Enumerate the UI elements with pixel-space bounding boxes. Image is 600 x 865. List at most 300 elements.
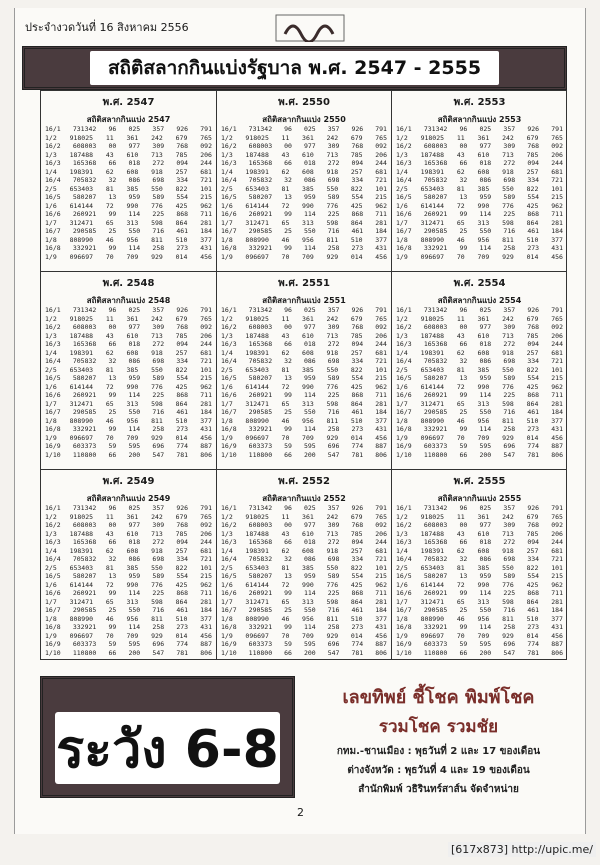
result-row bbox=[396, 572, 563, 581]
result-value: 13 bbox=[284, 193, 292, 201]
result-value: 242 bbox=[151, 133, 163, 142]
result-value: 96 bbox=[108, 125, 117, 133]
result-value: 257 bbox=[526, 167, 539, 176]
result-value: 025 bbox=[303, 504, 316, 512]
result-value: 959 bbox=[303, 374, 316, 382]
result-value: 309 bbox=[503, 323, 516, 331]
result-value: 2/5 bbox=[221, 365, 233, 374]
result-value: 334 bbox=[176, 357, 189, 365]
result-value: 16/2 bbox=[396, 323, 412, 331]
result-value: 709 bbox=[477, 433, 490, 442]
result-value: 43 bbox=[456, 529, 465, 538]
result-value: 014 bbox=[526, 631, 539, 640]
result-value: 66 bbox=[459, 648, 468, 657]
result-value: 598 bbox=[326, 597, 339, 606]
panel-subtitle: สถิติสลากกินแบ่ง 2552 bbox=[262, 494, 346, 503]
result-value: 808990 bbox=[245, 614, 269, 623]
result-value: 096697 bbox=[69, 252, 94, 261]
result-value: 290585 bbox=[72, 606, 97, 614]
result-row bbox=[396, 374, 563, 383]
result-value: 290585 bbox=[248, 408, 273, 416]
result-value: 711 bbox=[200, 210, 212, 218]
result-value: 1/8 bbox=[45, 416, 57, 425]
result-value: 554 bbox=[351, 374, 364, 382]
result-row bbox=[396, 349, 563, 358]
result-value: 608003 bbox=[248, 142, 273, 150]
result-value: 595 bbox=[303, 640, 316, 648]
result-value: 721 bbox=[200, 555, 212, 563]
result-row bbox=[221, 425, 387, 434]
result-value: 926 bbox=[527, 504, 540, 512]
result-value: 1/8 bbox=[221, 614, 233, 623]
result-row bbox=[45, 323, 212, 332]
result-value: 791 bbox=[200, 504, 212, 512]
result-value: 431 bbox=[551, 425, 563, 433]
result-value: 918 bbox=[502, 546, 514, 555]
result-value: 608 bbox=[126, 546, 139, 555]
result-value: 2/5 bbox=[396, 184, 408, 193]
result-value: 1/6 bbox=[396, 580, 408, 589]
result-row bbox=[45, 236, 212, 245]
result-value: 956 bbox=[126, 235, 139, 244]
result-value: 614144 bbox=[245, 201, 269, 210]
result-value: 16/4 bbox=[45, 555, 61, 563]
result-value: 716 bbox=[327, 606, 340, 614]
result-value: 187488 bbox=[69, 331, 94, 340]
result-value: 258 bbox=[503, 425, 516, 433]
result-value: 377 bbox=[200, 614, 212, 623]
result-value: 260921 bbox=[248, 210, 273, 218]
result-value: 81 bbox=[456, 184, 465, 193]
result-value: 312471 bbox=[69, 399, 94, 408]
result-value: 431 bbox=[200, 244, 212, 252]
result-list bbox=[221, 306, 387, 465]
result-value: 184 bbox=[200, 606, 212, 614]
result-value: 13 bbox=[459, 374, 468, 382]
result-value: 258 bbox=[503, 623, 516, 631]
result-value: 11 bbox=[281, 133, 290, 142]
result-value: 16/2 bbox=[45, 142, 61, 150]
result-row bbox=[396, 306, 563, 315]
result-value: 66 bbox=[459, 159, 468, 167]
result-value: 225 bbox=[503, 391, 516, 399]
result-value: 456 bbox=[200, 433, 212, 442]
result-value: 242 bbox=[151, 512, 163, 521]
result-value: 959 bbox=[128, 374, 141, 382]
result-value: 16/7 bbox=[45, 408, 61, 416]
result-value: 554 bbox=[351, 193, 364, 201]
result-value: 332921 bbox=[423, 244, 448, 252]
result-value: 811 bbox=[151, 416, 163, 425]
result-value: 1/2 bbox=[221, 314, 233, 323]
publication-logo bbox=[275, 14, 345, 42]
result-row bbox=[396, 236, 563, 245]
result-value: 768 bbox=[351, 521, 364, 529]
result-value: 822 bbox=[175, 563, 188, 572]
result-value: 711 bbox=[551, 589, 563, 597]
result-row bbox=[221, 306, 387, 315]
result-value: 32 bbox=[108, 555, 117, 563]
result-value: 281 bbox=[200, 597, 212, 606]
result-value: 713 bbox=[326, 150, 339, 159]
result-row bbox=[221, 159, 387, 168]
result-list bbox=[396, 125, 563, 266]
result-value: 868 bbox=[351, 589, 364, 597]
result-value: 257 bbox=[175, 167, 188, 176]
result-value: 81 bbox=[105, 184, 114, 193]
issue-date: ประจำงวดวันที่ 16 สิงหาคม 2556 bbox=[25, 21, 189, 34]
result-value: 114 bbox=[303, 210, 316, 218]
result-value: 721 bbox=[375, 357, 387, 365]
result-value: 244 bbox=[200, 159, 212, 167]
result-value: 716 bbox=[152, 408, 165, 416]
result-value: 822 bbox=[175, 184, 188, 193]
result-row bbox=[45, 425, 212, 434]
result-value: 272 bbox=[152, 538, 165, 546]
result-value: 550 bbox=[502, 563, 514, 572]
result-row bbox=[396, 632, 563, 641]
result-value: 198391 bbox=[420, 348, 445, 357]
result-row bbox=[45, 253, 212, 262]
result-value: 554 bbox=[527, 572, 540, 580]
result-value: 99 bbox=[108, 244, 117, 252]
result-value: 16/7 bbox=[396, 227, 412, 235]
result-value: 096697 bbox=[69, 631, 94, 640]
result-value: 918 bbox=[151, 348, 163, 357]
page-number: 2 bbox=[297, 806, 304, 819]
result-value: 086 bbox=[303, 357, 316, 365]
result-value: 110800 bbox=[248, 648, 273, 657]
result-value: 99 bbox=[284, 244, 292, 252]
result-value: 2/5 bbox=[221, 184, 233, 193]
result-value: 653403 bbox=[245, 184, 269, 193]
result-value: 184 bbox=[200, 408, 212, 416]
result-value: 260921 bbox=[423, 210, 448, 218]
result-value: 206 bbox=[200, 331, 212, 340]
result-value: 864 bbox=[526, 218, 539, 227]
result-value: 99 bbox=[108, 425, 117, 433]
result-value: 32 bbox=[284, 357, 292, 365]
result-value: 206 bbox=[551, 150, 563, 159]
result-row bbox=[221, 530, 387, 539]
result-value: 589 bbox=[503, 572, 516, 580]
year-panel bbox=[392, 272, 567, 469]
result-row bbox=[45, 400, 212, 409]
result-value: 959 bbox=[303, 572, 316, 580]
result-value: 456 bbox=[375, 631, 387, 640]
result-row bbox=[396, 530, 563, 539]
result-value: 198391 bbox=[245, 348, 269, 357]
result-value: 864 bbox=[175, 218, 188, 227]
result-value: 2/5 bbox=[45, 365, 57, 374]
result-value: 808990 bbox=[420, 416, 445, 425]
result-value: 608 bbox=[126, 167, 139, 176]
result-value: 273 bbox=[351, 425, 364, 433]
result-row bbox=[396, 357, 563, 366]
result-value: 696 bbox=[327, 442, 340, 450]
result-value: 1/4 bbox=[45, 546, 57, 555]
result-value: 653403 bbox=[69, 563, 94, 572]
result-value: 716 bbox=[503, 408, 516, 416]
result-value: 806 bbox=[551, 648, 563, 657]
result-value: 357 bbox=[503, 504, 516, 512]
result-value: 1/9 bbox=[221, 252, 233, 261]
result-value: 776 bbox=[326, 382, 339, 391]
result-value: 589 bbox=[327, 374, 340, 382]
result-list bbox=[221, 504, 387, 657]
result-value: 595 bbox=[303, 442, 316, 450]
result-value: 086 bbox=[479, 555, 492, 563]
result-value: 608 bbox=[477, 546, 490, 555]
result-value: 550 bbox=[326, 563, 339, 572]
result-value: 272 bbox=[327, 340, 340, 348]
result-value: 16/6 bbox=[45, 589, 61, 597]
result-value: 608003 bbox=[423, 142, 448, 150]
result-value: 65 bbox=[281, 597, 290, 606]
result-value: 768 bbox=[527, 142, 540, 150]
result-value: 822 bbox=[175, 365, 188, 374]
result-value: 610 bbox=[302, 150, 314, 159]
result-value: 929 bbox=[326, 252, 339, 261]
result-value: 589 bbox=[503, 193, 516, 201]
result-value: 094 bbox=[176, 340, 189, 348]
result-row bbox=[221, 649, 387, 658]
result-value: 16/7 bbox=[221, 408, 237, 416]
result-value: 200 bbox=[479, 450, 492, 459]
result-value: 309 bbox=[503, 142, 516, 150]
result-value: 550 bbox=[479, 227, 492, 235]
result-row bbox=[396, 606, 563, 615]
result-value: 547 bbox=[327, 648, 340, 657]
result-value: 713 bbox=[326, 331, 339, 340]
result-value: 65 bbox=[456, 218, 465, 227]
result-value: 014 bbox=[526, 252, 539, 261]
result-value: 198391 bbox=[69, 167, 94, 176]
result-value: 926 bbox=[527, 306, 540, 314]
result-value: 13 bbox=[284, 374, 292, 382]
result-value: 114 bbox=[303, 391, 316, 399]
result-value: 425 bbox=[526, 382, 539, 391]
result-value: 086 bbox=[128, 176, 141, 184]
result-value: 225 bbox=[503, 210, 516, 218]
result-row bbox=[45, 530, 212, 539]
result-value: 811 bbox=[502, 416, 514, 425]
result-value: 273 bbox=[527, 623, 540, 631]
result-row bbox=[45, 244, 212, 253]
result-value: 959 bbox=[128, 193, 141, 201]
panel-year: พ.ศ. 2555 bbox=[453, 476, 506, 487]
result-value: 281 bbox=[375, 399, 387, 408]
result-value: 822 bbox=[526, 563, 539, 572]
result-value: 281 bbox=[375, 218, 387, 227]
result-value: 598 bbox=[502, 399, 514, 408]
result-value: 887 bbox=[551, 442, 563, 450]
result-value: 791 bbox=[200, 306, 212, 314]
result-value: 868 bbox=[527, 210, 540, 218]
result-value: 711 bbox=[551, 210, 563, 218]
result-value: 698 bbox=[152, 357, 165, 365]
result-row bbox=[45, 193, 212, 202]
result-value: 1/7 bbox=[396, 399, 408, 408]
result-value: 361 bbox=[126, 512, 139, 521]
result-value: 956 bbox=[302, 614, 314, 623]
result-value: 273 bbox=[527, 425, 540, 433]
result-value: 16/5 bbox=[221, 572, 237, 580]
result-row bbox=[45, 151, 212, 160]
result-value: 959 bbox=[303, 193, 316, 201]
result-value: 962 bbox=[200, 382, 212, 391]
result-value: 709 bbox=[477, 631, 490, 640]
result-value: 510 bbox=[350, 235, 363, 244]
result-value: 550 bbox=[128, 227, 141, 235]
result-value: 918025 bbox=[245, 512, 269, 521]
result-value: 198391 bbox=[420, 167, 445, 176]
result-value: 332921 bbox=[72, 425, 97, 433]
result-value: 956 bbox=[302, 416, 314, 425]
publisher: สำนักพิมพ์ วธิรินทร์สาส์น จัดจำหน่าย bbox=[358, 784, 519, 795]
result-value: 679 bbox=[350, 133, 363, 142]
result-row bbox=[45, 649, 212, 658]
result-value: 598 bbox=[326, 218, 339, 227]
result-value: 765 bbox=[551, 314, 563, 323]
result-value: 610 bbox=[126, 331, 139, 340]
result-value: 00 bbox=[108, 142, 117, 150]
warning-text: ระวัง 6-8 bbox=[55, 712, 280, 784]
result-value: 59 bbox=[284, 442, 292, 450]
result-value: 114 bbox=[128, 425, 141, 433]
result-value: 99 bbox=[284, 425, 292, 433]
result-value: 99 bbox=[459, 244, 468, 252]
result-row bbox=[45, 176, 212, 185]
result-value: 811 bbox=[151, 614, 163, 623]
result-value: 260921 bbox=[423, 589, 448, 597]
result-row bbox=[221, 434, 387, 443]
result-value: 225 bbox=[152, 210, 165, 218]
result-value: 603373 bbox=[423, 442, 448, 450]
result-value: 425 bbox=[175, 201, 188, 210]
result-row bbox=[45, 185, 212, 194]
result-value: 290585 bbox=[72, 227, 97, 235]
result-row bbox=[396, 640, 563, 649]
result-value: 550 bbox=[128, 606, 141, 614]
result-value: 926 bbox=[527, 125, 540, 133]
result-value: 806 bbox=[200, 450, 212, 459]
result-value: 086 bbox=[128, 357, 141, 365]
result-value: 025 bbox=[479, 125, 492, 133]
result-value: 165368 bbox=[72, 538, 97, 546]
result-value: 713 bbox=[502, 331, 514, 340]
result-value: 868 bbox=[351, 391, 364, 399]
result-row bbox=[221, 391, 387, 400]
result-value: 101 bbox=[200, 184, 212, 193]
result-value: 550 bbox=[479, 408, 492, 416]
result-row bbox=[221, 210, 387, 219]
result-value: 1/9 bbox=[221, 631, 233, 640]
result-value: 16/7 bbox=[396, 606, 412, 614]
result-row bbox=[45, 219, 212, 228]
result-row bbox=[221, 357, 387, 366]
result-row bbox=[396, 210, 563, 219]
result-value: 16/2 bbox=[221, 323, 237, 331]
result-value: 705832 bbox=[72, 357, 97, 365]
result-value: 187488 bbox=[420, 150, 445, 159]
result-value: 092 bbox=[375, 521, 387, 529]
result-value: 281 bbox=[375, 597, 387, 606]
result-value: 785 bbox=[350, 150, 363, 159]
result-value: 334 bbox=[176, 555, 189, 563]
result-value: 806 bbox=[200, 648, 212, 657]
result-value: 309 bbox=[503, 521, 516, 529]
result-row bbox=[396, 417, 563, 426]
result-value: 96 bbox=[459, 306, 468, 314]
result-value: 711 bbox=[200, 391, 212, 399]
result-value: 713 bbox=[502, 529, 514, 538]
result-row bbox=[45, 623, 212, 632]
result-value: 1/4 bbox=[221, 546, 233, 555]
result-value: 1/2 bbox=[221, 133, 233, 142]
result-value: 510 bbox=[526, 614, 539, 623]
result-value: 25 bbox=[459, 227, 468, 235]
result-value: 1/2 bbox=[396, 512, 408, 521]
result-value: 018 bbox=[303, 340, 316, 348]
result-value: 018 bbox=[303, 159, 316, 167]
result-value: 456 bbox=[551, 252, 563, 261]
result-value: 768 bbox=[351, 142, 364, 150]
result-value: 62 bbox=[281, 546, 290, 555]
result-value: 705832 bbox=[423, 176, 448, 184]
result-value: 16/8 bbox=[221, 244, 237, 252]
result-value: 765 bbox=[375, 314, 387, 323]
result-value: 868 bbox=[176, 589, 189, 597]
result-value: 1/3 bbox=[396, 150, 408, 159]
result-value: 580207 bbox=[72, 193, 97, 201]
watermark: [617x873] http://upic.me/ bbox=[448, 842, 596, 857]
result-list bbox=[221, 125, 387, 266]
result-value: 225 bbox=[503, 589, 516, 597]
result-value: 62 bbox=[456, 167, 465, 176]
result-value: 679 bbox=[526, 314, 539, 323]
result-value: 716 bbox=[152, 606, 165, 614]
result-value: 99 bbox=[459, 210, 468, 218]
result-value: 096697 bbox=[245, 433, 269, 442]
result-row bbox=[45, 315, 212, 324]
result-value: 765 bbox=[200, 314, 212, 323]
result-value: 16/2 bbox=[396, 142, 412, 150]
result-row bbox=[221, 193, 387, 202]
result-value: 811 bbox=[502, 614, 514, 623]
result-value: 96 bbox=[108, 306, 117, 314]
panel-subtitle: สถิติสลากกินแบ่ง 2553 bbox=[437, 115, 522, 124]
result-value: 00 bbox=[284, 521, 292, 529]
result-row bbox=[396, 244, 563, 253]
result-value: 1/6 bbox=[221, 201, 233, 210]
result-value: 808990 bbox=[245, 416, 269, 425]
result-value: 808990 bbox=[420, 614, 445, 623]
result-value: 653403 bbox=[420, 563, 445, 572]
result-value: 765 bbox=[375, 512, 387, 521]
result-value: 313 bbox=[302, 399, 314, 408]
result-value: 361 bbox=[126, 133, 139, 142]
result-value: 1/2 bbox=[45, 512, 57, 521]
result-row bbox=[45, 125, 212, 134]
result-value: 187488 bbox=[420, 331, 445, 340]
result-value: 110800 bbox=[423, 450, 448, 459]
result-value: 791 bbox=[551, 306, 563, 314]
result-value: 550 bbox=[303, 408, 316, 416]
result-value: 550 bbox=[303, 606, 316, 614]
result-value: 66 bbox=[108, 538, 117, 546]
result-row bbox=[221, 142, 387, 151]
